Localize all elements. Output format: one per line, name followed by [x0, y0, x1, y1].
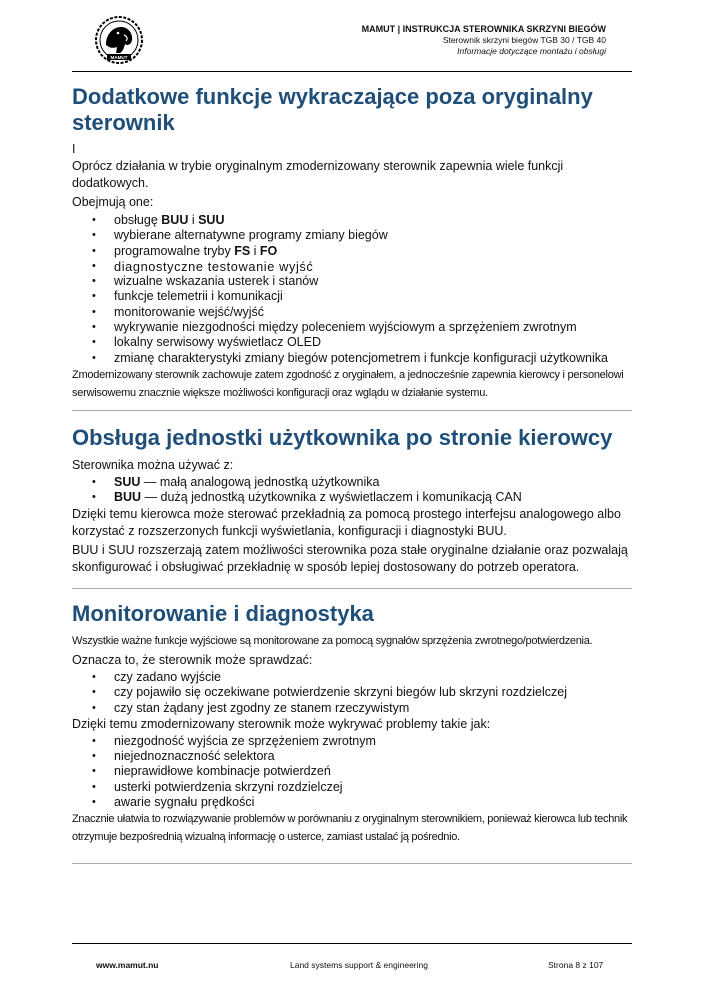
- paragraph: Obejmują one:: [72, 195, 154, 209]
- list-item: • monitorowanie wejść/wyjść: [114, 305, 634, 320]
- list-item: • obsługę BUU i SUU: [114, 213, 634, 228]
- paragraph: Sterownika można używać z:: [72, 458, 234, 472]
- paragraph: Znacznie ułatwia to rozwiązywanie problemów w porównaniu z oryginalnym sterownikiem, ponieważ kierowca lub technik otrzymuje bezpośrednią wizualną informację o usterce, zamiast ustalać ją pośrednio.: [72, 813, 628, 844]
- header-subtitle: Sterownik skrzyni biegów TGB 30 / TGB 40: [442, 35, 606, 45]
- check-list: [72, 670, 634, 716]
- paragraph: Oprócz działania w trybie oryginalnym zmodernizowany sterownik zapewnia wiele funkcji dodatkowych.: [72, 159, 564, 190]
- paragraph: Oznacza to, że sterownik może sprawdzać:: [72, 653, 313, 667]
- list-item: • diagnostyczne testowanie wyjść: [114, 259, 634, 274]
- list-item: • niezgodność wyjścia ze sprzężeniem zwrotnym: [114, 734, 634, 749]
- paragraph: BUU i SUU rozszerzają zatem możliwości sterownika poza stałe oryginalne działanie oraz pozwalają skonfigurować i obsługiwać przekładnię w sposób lepiej dostosowany do potrzeb operatora.: [72, 542, 628, 574]
- list-item: • czy pojawiło się oczekiwane potwierdzenie skrzyni biegów lub skrzyni rozdzielczej: [114, 685, 634, 700]
- list-item: • SUU — małą analogową jednostką użytkownika: [114, 475, 634, 490]
- list-item: • czy zadano wyjście: [114, 670, 634, 685]
- section-divider: [72, 410, 632, 411]
- list-item: • BUU — dużą jednostką użytkownika z wyświetlaczem i komunikacją CAN: [114, 490, 634, 505]
- feature-list: [72, 213, 634, 366]
- problem-list: [72, 734, 634, 810]
- section-title: Obsługa jednostki użytkownika po stronie kierowcy: [72, 425, 613, 450]
- stray-char: I: [72, 142, 76, 156]
- section-title: Monitorowanie i diagnostyka: [72, 601, 374, 626]
- paragraph: Dzięki temu kierowca może sterować przekładnią za pomocą prostego interfejsu analogowego albo korzystać z rozszerzonych funkcji wyświetlania, konfiguracji i diagnostyki BUU.: [72, 506, 621, 538]
- footer-page-number: Strona 8 z 107: [548, 960, 604, 970]
- list-item: • funkcje telemetrii i komunikacji: [114, 289, 634, 304]
- list-item: • zmianę charakterystyki zmiany biegów potencjometrem i funkcje konfiguracji użytkownika: [114, 351, 634, 366]
- header-note: Informacje dotyczące montażu i obsługi: [457, 46, 606, 56]
- list-item: • wykrywanie niezgodności między poleceniem wyjściowym a sprzężeniem zwrotnym: [114, 320, 634, 335]
- mamut-logo: [94, 15, 144, 65]
- section-divider: [72, 588, 632, 589]
- header-title: MAMUT | INSTRUKCJA STEROWNIKA SKRZYNI BIEGÓW: [361, 24, 606, 34]
- list-item: • nieprawidłowe kombinacje potwierdzeń: [114, 764, 634, 779]
- footer-website[interactable]: www.mamut.nu: [96, 960, 159, 970]
- list-item: • usterki potwierdzenia skrzyni rozdzielczej: [114, 780, 634, 795]
- unit-list: [72, 475, 634, 506]
- section-title: Dodatkowe funkcje wykraczające poza oryginalny sterownik: [72, 84, 593, 135]
- page-header: [362, 24, 606, 57]
- list-item: • czy stan żądany jest zgodny ze stanem rzeczywistym: [114, 701, 634, 716]
- section-monitoring: [72, 601, 634, 846]
- section-divider: [72, 863, 632, 864]
- footer-rule: [72, 943, 632, 944]
- list-item: • lokalny serwisowy wyświetlacz OLED: [114, 335, 634, 350]
- list-item: • niejednoznaczność selektora: [114, 749, 634, 764]
- list-item: • wizualne wskazania usterek i stanów: [114, 274, 634, 289]
- logo-text: MAMUT: [110, 55, 128, 60]
- section-additional-functions: [72, 84, 634, 402]
- section-driver-unit: [72, 425, 634, 576]
- header-rule: [72, 71, 632, 72]
- list-item: • programowalne tryby FS i FO: [114, 244, 634, 259]
- paragraph: Wszystkie ważne funkcje wyjściowe są monitorowane za pomocą sygnałów sprzężenia zwrotnego/potwierdzenia.: [72, 635, 593, 647]
- paragraph: Zmodernizowany sterownik zachowuje zatem zgodność z oryginałem, a jednocześnie zapewnia kierowcy i personelowi serwisowemu znacznie większe możliwości konfiguracji oraz wglądu w działanie systemu.: [72, 368, 624, 399]
- footer-tagline: Land systems support & engineering: [290, 960, 428, 970]
- list-item: • awarie sygnału prędkości: [114, 795, 634, 810]
- paragraph: Dzięki temu zmodernizowany sterownik może wykrywać problemy takie jak:: [72, 716, 491, 731]
- list-item: • wybierane alternatywne programy zmiany biegów: [114, 228, 634, 243]
